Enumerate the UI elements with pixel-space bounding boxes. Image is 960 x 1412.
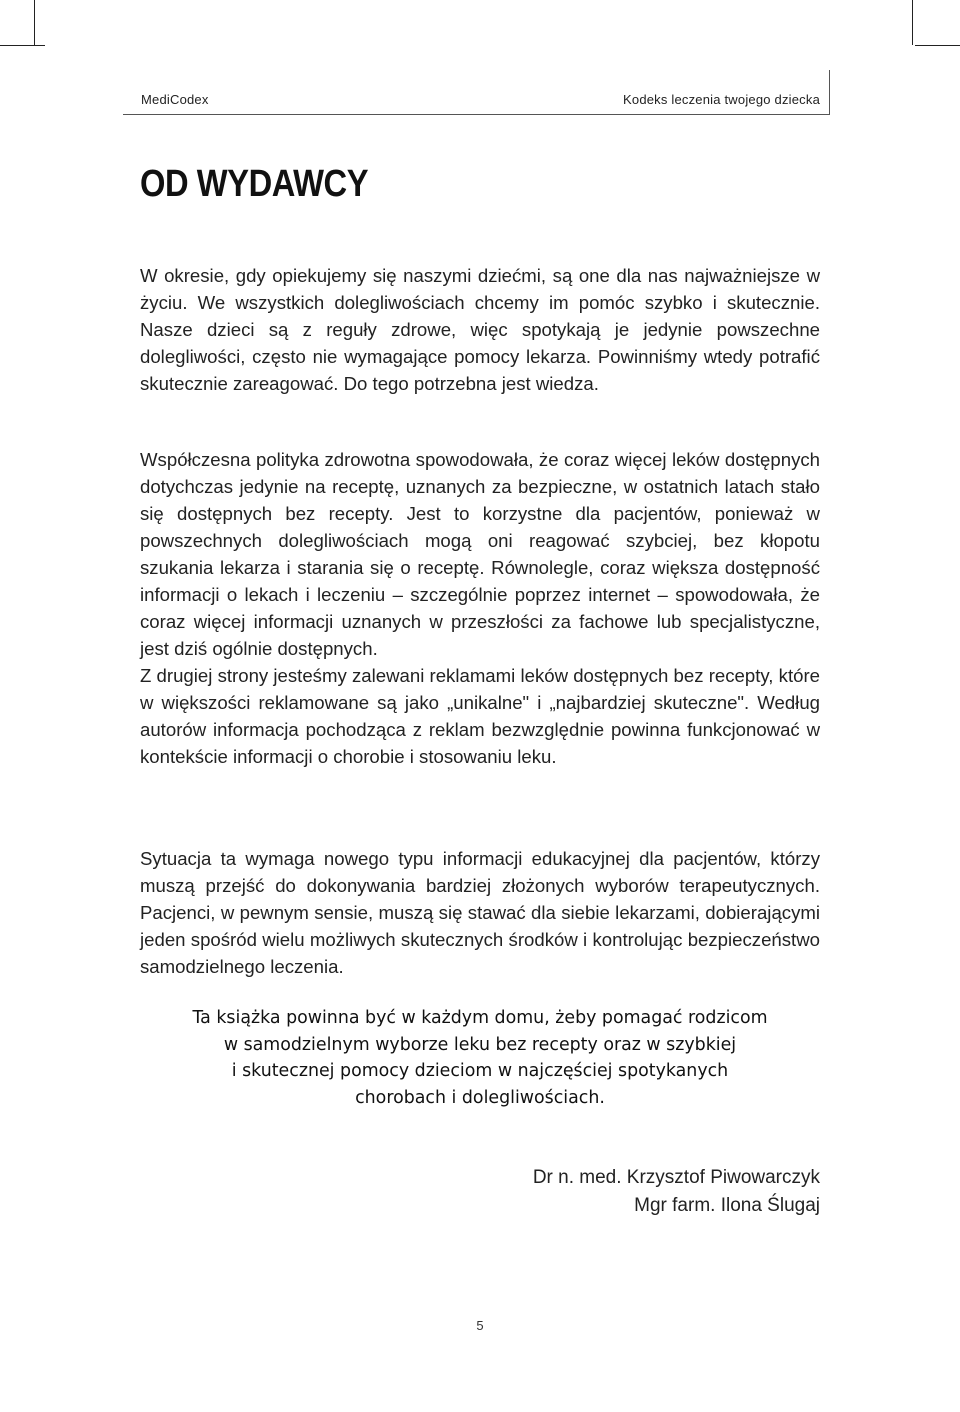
crop-mark [915,45,960,46]
paragraph-text: Z drugiej strony jesteśmy zalewani reklamami leków dostępnych bez recepty, które w większości reklamowane są jako „unikalne" i „najbardziej skuteczne". Według autorów informacja pochodząca z reklam bezwzględnie powinna funkcjonować w kontekście informacji o chorobie i stosowaniu leku. [140,665,820,767]
callout-line: Ta książka powinna być w każdym domu, żeby pomagać rodzicom [192,1008,768,1028]
page-title: OD WYDAWCY [140,163,369,205]
running-header [123,86,830,115]
crop-mark [912,0,913,45]
callout-line: w samodzielnym wyborze leku bez recepty oraz w szybkiej [223,1034,737,1055]
paragraph-text: Sytuacja ta wymaga nowego typu informacji edukacyjnej dla pacjentów, którzy muszą przejść do dokonywania bardziej złożonych wyborów terapeutycznych. Pacjenci, w pewnym sensie, muszą się stawać dla siebie lekarzami, dobierającymi jeden spośród wielu możliwych skutecznych środków i kontrolując bezpieczeństwo samodzielnego leczenia. [140,848,820,977]
header-rule [829,70,830,114]
crop-mark [0,45,45,46]
paragraph-text: W okresie, gdy opiekujemy się naszymi dziećmi, są one dla nas najważniejsze w życiu. We wszystkich dolegliwościach chcemy im pomóc szybko i skutecznie. Nasze dzieci są z reguły zdrowe, więc spotykają je jedynie powszechne dolegliwości, często nie wymagające pomocy lekarza. Powinniśmy wtedy potrafić skutecznie zareagować. Do tego potrzebna jest wiedza. [140,265,820,394]
callout-quote [140,1005,820,1111]
paragraph-3 [140,845,820,980]
header-right: Kodeks leczenia twojego dziecka [623,92,820,107]
callout-line: chorobach i dolegliwościach. [355,1087,605,1108]
header-left: MediCodex [141,92,209,107]
paragraph-1 [140,262,820,397]
callout-line: i skutecznej pomocy dzieciom w najczęściej spotykanych [231,1061,729,1081]
signature-author-1: Dr n. med. Krzysztof Piwowarczyk [532,1167,820,1188]
page-number: 5 [476,1318,484,1333]
paragraph-2 [140,446,820,770]
signature-block [533,1164,820,1220]
signature-author-2: Mgr farm. Ilona Ślugaj [634,1195,820,1216]
paragraph-text: Współczesna polityka zdrowotna spowodowała, że coraz więcej leków dostępnych dotychczas jedynie na receptę, uznanych za bezpieczne, w ostatnich latach stało się dostępnych bez recepty. Jest to korzystne dla pacjentów, ponieważ w powszechnych dolegliwościach mogą oni reagować szybciej, bez kłopotu szukania lekarza i starania się o receptę. Równolegle, coraz większa dostępność informacji o lekach i leczeniu – szczególnie poprzez internet – spowodowała, że coraz więcej informacji uznanych w przeszłości za fachowe lub specjalistyczne, jest dziś ogólnie dostępnych. [140,449,820,659]
crop-mark [34,0,35,45]
